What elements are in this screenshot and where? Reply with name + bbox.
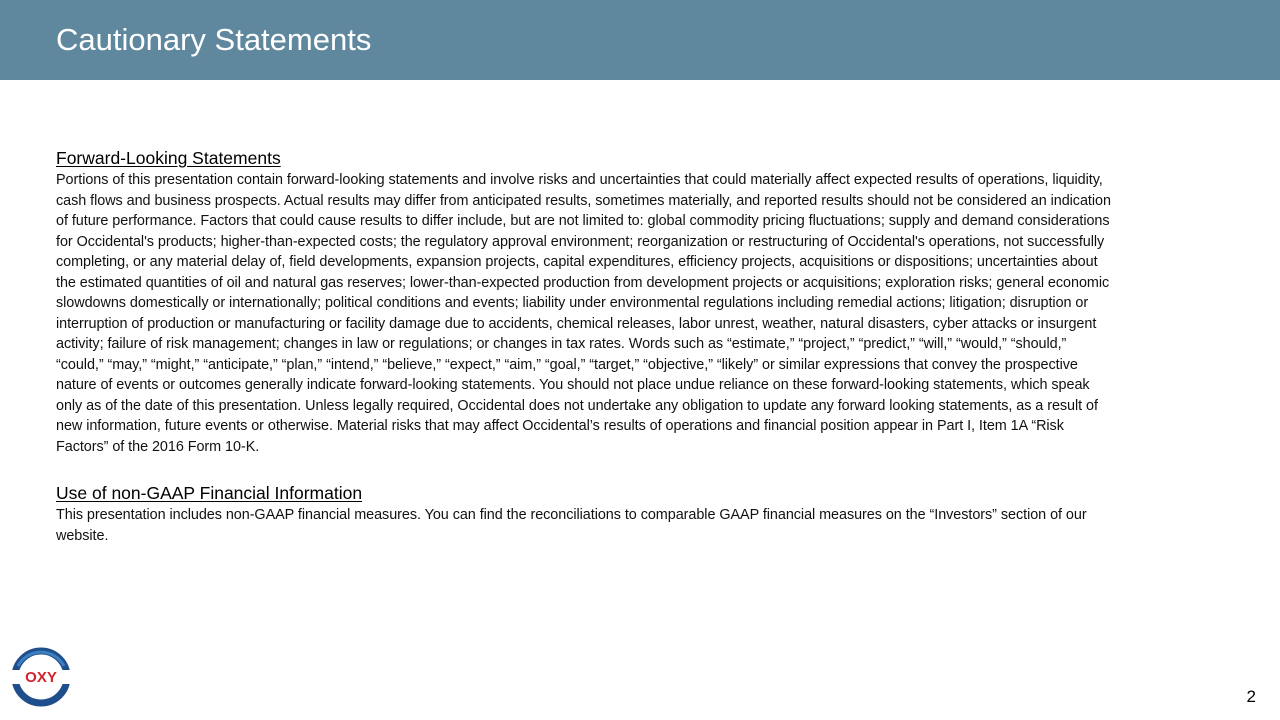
non-gaap-section bbox=[56, 481, 1116, 546]
forward-looking-heading: Forward-Looking Statements bbox=[56, 148, 281, 168]
oxy-logo-text: OXY bbox=[25, 669, 57, 686]
forward-looking-section bbox=[56, 146, 1116, 457]
oxy-logo-icon bbox=[10, 646, 72, 708]
content-area bbox=[56, 146, 1116, 546]
page-title: Cautionary Statements bbox=[56, 22, 372, 57]
non-gaap-body: This presentation includes non-GAAP financial measures. You can find the reconciliations to comparable GAAP financial measures on the “Investors” section of our website. bbox=[56, 507, 1087, 544]
forward-looking-body: Portions of this presentation contain forward-looking statements and involve risks and uncertainties that could materially affect expected results of operations, liquidity, cash flows and business prospects. Actual results may differ from anticipated results, sometimes materially, and reported results should not be considered an indication of future performance. Factors that could cause results to differ include, but are not limited to: global commodity pricing fluctuations; supply and demand considerations for Occidental's products; higher-than-expected costs; the regulatory approval environment; reorganization or restructuring of Occidental's operations, not successfully completing, or any material delay of, field developments, expansion projects, capital expenditures, efficiency projects, acquisitions or dispositions; uncertainties about the estimated quantities of oil and natural gas reserves; lower-than-expected production from development projects or acquisitions; exploration risks; general economic slowdowns domestically or internationally; political conditions and events; liability under environmental regulations including remedial actions; litigation; disruption or interruption of production or manufacturing or facility damage due to accidents, chemical releases, labor unrest, weather, natural disasters, cyber attacks or insurgent activity; failure of risk management; changes in law or regulations; or changes in tax rates. Words such as “estimate,” “project,” “predict,” “will,” “would,” “should,” “could,” “may,” “might,” “anticipate,” “plan,” “intend,” “believe,” “expect,” “aim,” “goal,” “target,” “objective,” “likely” or similar expressions that convey the prospective nature of events or outcomes generally indicate forward-looking statements. You should not place undue reliance on these forward-looking statements, which speak only as of the date of this presentation. Unless legally required, Occidental does not undertake any obligation to update any forward looking statements, as a result of new information, future events or otherwise. Material risks that may affect Occidental’s results of operations and financial position appear in Part I, Item 1A “Risk Factors” of the 2016 Form 10-K. bbox=[56, 172, 1111, 455]
non-gaap-heading: Use of non-GAAP Financial Information bbox=[56, 483, 363, 503]
page-number: 2 bbox=[1246, 687, 1256, 706]
header-bar bbox=[0, 0, 1280, 80]
